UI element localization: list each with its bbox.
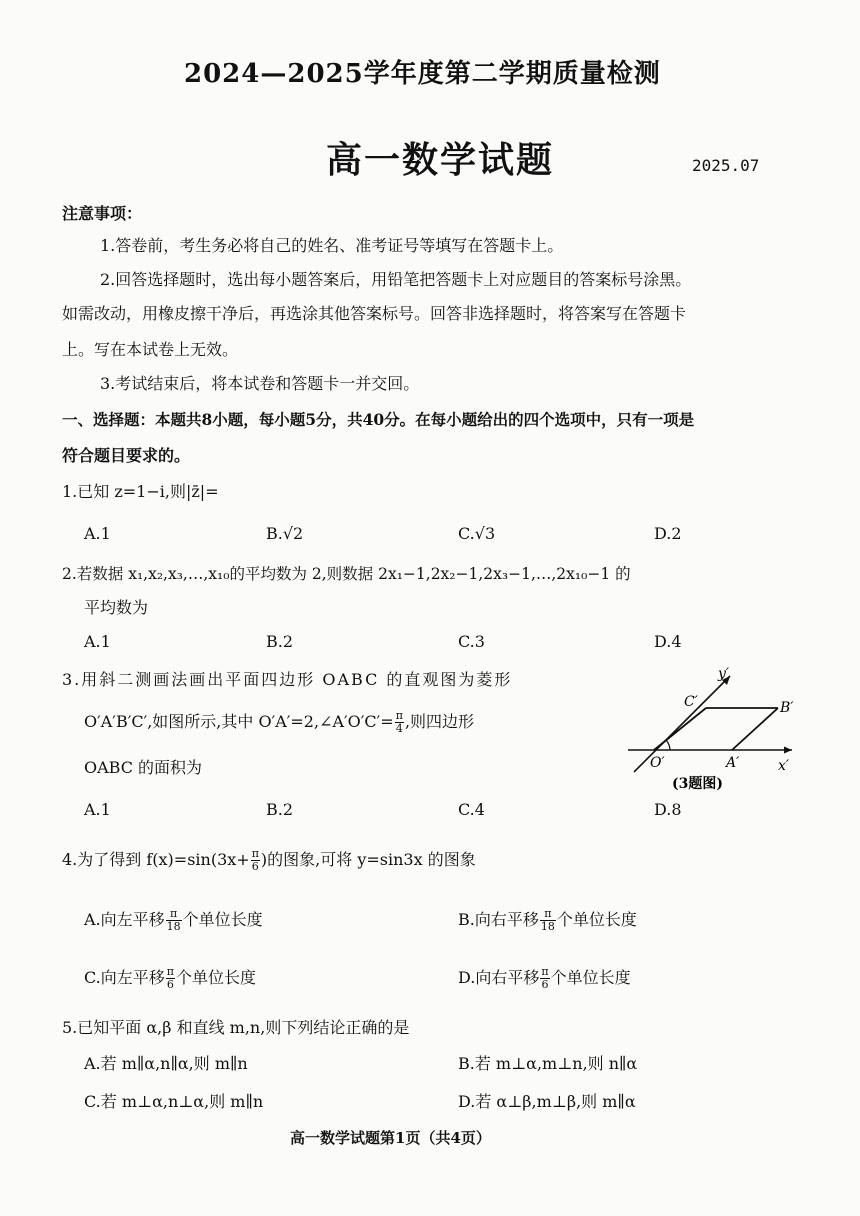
q4-option-a — [84, 908, 263, 933]
label-c: C′ — [684, 694, 698, 710]
q3-stem-line1: 3.用斜二测画法画出平面四边形 OABC 的直观图为菱形 — [62, 670, 513, 689]
q4-c-fraction — [166, 966, 175, 991]
q3-frac-denominator: 4 — [395, 722, 403, 735]
q4-a-pre: A.向左平移 — [84, 910, 165, 929]
q4-frac-numerator: π — [251, 847, 259, 860]
q5-stem: 5.已知平面 α,β 和直线 m,n,则下列结论正确的是 — [62, 1018, 410, 1037]
q4-a-den: 18 — [166, 920, 181, 933]
q4-fraction — [251, 848, 260, 873]
q3-option-b: B.2 — [266, 800, 294, 819]
q5-option-d: D.若 α⊥β,m⊥β,则 m∥α — [458, 1092, 636, 1111]
q2-option-a: A.1 — [84, 632, 111, 651]
q2-stem-line2: 平均数为 — [84, 598, 149, 617]
q3-stem-line3: OABC 的面积为 — [84, 758, 203, 777]
q4-b-post: 个单位长度 — [556, 910, 637, 929]
q4-d-den: 6 — [541, 978, 549, 991]
q2-option-c: C.3 — [458, 632, 485, 651]
q4-c-post: 个单位长度 — [176, 968, 257, 987]
q4-option-b — [458, 908, 637, 933]
edge-o-c — [654, 708, 706, 750]
q4-a-post: 个单位长度 — [182, 910, 263, 929]
note-2-line3: 上。写在本试卷上无效。 — [62, 340, 239, 359]
q5-option-a: A.若 m∥α,n∥α,则 m∥n — [84, 1054, 248, 1073]
q1-option-b: B.√2 — [266, 524, 304, 543]
q3-angle-fraction — [395, 710, 404, 735]
q4-frac-denominator: 6 — [251, 860, 259, 873]
q4-a-fraction — [166, 908, 182, 933]
label-o: O′ — [650, 755, 665, 771]
q2-option-d: D.4 — [654, 632, 682, 651]
q4-stem-b: )的图象,可将 y=sin3x 的图象 — [260, 850, 476, 869]
label-x: x′ — [778, 758, 790, 774]
q4-c-pre: C.向左平移 — [84, 968, 165, 987]
q4-d-fraction — [540, 966, 549, 991]
q4-option-c — [84, 966, 256, 991]
edge-b-a — [732, 708, 778, 750]
q4-stem — [62, 848, 476, 873]
note-2-line2: 如需改动，用橡皮擦干净后，再选涂其他答案标号。回答非选择题时，将答案写在答题卡 — [62, 304, 687, 323]
y-axis — [634, 676, 730, 772]
q1-option-a: A.1 — [84, 524, 111, 543]
notes-heading: 注意事项： — [62, 204, 143, 223]
q4-d-post: 个单位长度 — [550, 968, 631, 987]
q3-option-a: A.1 — [84, 800, 111, 819]
q4-a-num: π — [166, 908, 182, 921]
q4-b-fraction — [540, 908, 556, 933]
q1-stem: 1.已知 z=1−i,则|z̄|= — [62, 482, 219, 501]
note-3: 3.考试结束后，将本试卷和答题卡一并交回。 — [100, 374, 420, 393]
section-1-intro: 一、选择题：本题共8小题，每小题5分，共40分。在每小题给出的四个选项中，只有一项是 — [62, 410, 695, 429]
q4-c-den: 6 — [166, 978, 174, 991]
q4-b-den: 18 — [540, 920, 555, 933]
q3-option-d: D.8 — [654, 800, 682, 819]
q2-stem-line1: 2.若数据 x₁,x₂,x₃,…,x₁₀的平均数为 2,则数据 2x₁−1,2x₂−1,2x₃−1,…,2x₁₀−1 的 — [62, 565, 631, 583]
x-axis-arrow — [784, 747, 792, 754]
exam-title: 2024—2025学年度第二学期质量检测 — [184, 59, 661, 89]
q3-figure — [620, 664, 800, 798]
q5-option-b: B.若 m⊥α,m⊥n,则 n∥α — [458, 1054, 638, 1073]
q3-frac-numerator: π — [395, 709, 403, 722]
section-1-intro-cont: 符合题目要求的。 — [62, 446, 191, 465]
q4-option-d — [458, 966, 631, 991]
label-b: B′ — [780, 700, 794, 716]
q3-stem-line2-b: ,则四边形 — [404, 712, 475, 731]
label-y: y′ — [718, 666, 730, 682]
note-1: 1.答卷前，考生务必将自己的姓名、准考证号等填写在答题卡上。 — [100, 236, 564, 255]
q3-stem-line2 — [84, 710, 474, 735]
q5-option-c: C.若 m⊥α,n⊥α,则 m∥n — [84, 1092, 264, 1111]
q1-option-c: C.√3 — [458, 524, 496, 543]
q3-stem-line2-a: O′A′B′C′,如图所示,其中 O′A′=2,∠A′O′C′= — [84, 712, 394, 731]
note-2-line1: 2.回答选择题时，选出每小题答案后，用铅笔把答题卡上对应题目的答案标号涂黑。 — [100, 270, 692, 289]
subject-title: 高一数学试题 — [326, 139, 555, 181]
exam-date: 2025.07 — [692, 156, 760, 175]
angle-arc — [666, 740, 670, 750]
q4-stem-a: 4.为了得到 f(x)=sin(3x+ — [62, 850, 250, 869]
q3-option-c: C.4 — [458, 800, 485, 819]
q4-b-pre: B.向右平移 — [458, 910, 539, 929]
q4-d-pre: D.向右平移 — [458, 968, 540, 987]
figure-caption: (3题图) — [672, 776, 723, 792]
q4-b-num: π — [540, 908, 556, 921]
q4-c-num: π — [166, 965, 174, 978]
q1-option-d: D.2 — [654, 524, 682, 543]
q2-option-b: B.2 — [266, 632, 294, 651]
label-a: A′ — [726, 755, 740, 771]
q4-d-num: π — [541, 965, 549, 978]
page-footer: 高一数学试题第1页（共4页） — [290, 1129, 491, 1147]
